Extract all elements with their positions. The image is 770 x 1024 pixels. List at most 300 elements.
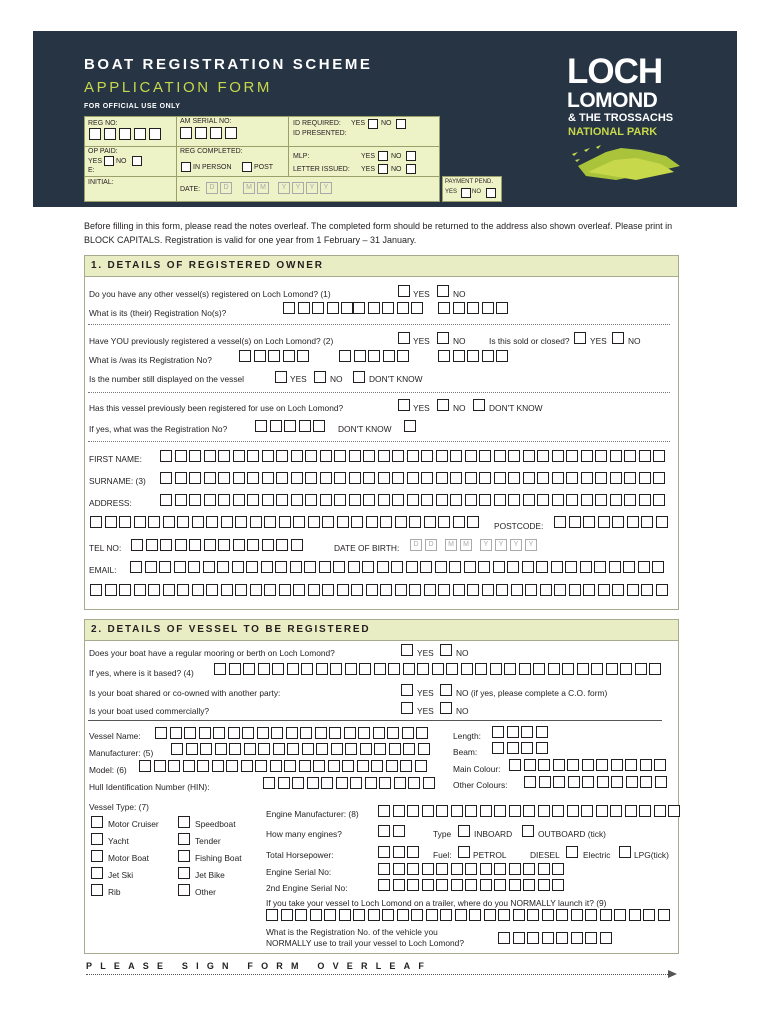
postcode-char-box[interactable] (554, 516, 566, 528)
mooring-where-char-box[interactable] (301, 663, 313, 675)
postcode-char-box[interactable] (612, 516, 624, 528)
engine-manufacturer-char-box[interactable] (596, 805, 608, 817)
first-name-char-box[interactable] (233, 450, 245, 462)
manufacturer-char-box[interactable] (418, 743, 430, 755)
address-char-box[interactable] (320, 494, 332, 506)
tel-char-box[interactable] (218, 539, 230, 551)
reg-no-char-box[interactable] (453, 302, 465, 314)
trailer-reg-char-box[interactable] (513, 932, 525, 944)
petrol-checkbox[interactable] (458, 846, 470, 858)
address-char-box[interactable] (366, 516, 378, 528)
surname-char-box[interactable] (595, 472, 607, 484)
email-char-box[interactable] (221, 584, 233, 596)
first-name-char-box[interactable] (465, 450, 477, 462)
email-char-box[interactable] (261, 561, 273, 573)
email-char-box[interactable] (130, 561, 142, 573)
other-colours-char-box[interactable] (597, 776, 609, 788)
address-char-box[interactable] (177, 516, 189, 528)
mooring-where-char-box[interactable] (432, 663, 444, 675)
address-char-box[interactable] (523, 494, 535, 506)
reg-no-char-box[interactable] (134, 128, 146, 140)
surname-char-box[interactable] (610, 472, 622, 484)
launch-site-char-box[interactable] (614, 909, 626, 921)
q3-no-checkbox[interactable] (437, 399, 449, 411)
first-name-char-box[interactable] (508, 450, 520, 462)
first-name-char-box[interactable] (349, 450, 361, 462)
engine-manufacturer-char-box[interactable] (407, 805, 419, 817)
manufacturer-char-box[interactable] (389, 743, 401, 755)
hin-char-box[interactable] (379, 777, 391, 789)
shared-no-checkbox[interactable] (440, 684, 452, 696)
address-char-box[interactable] (424, 516, 436, 528)
engine-serial-char-box[interactable] (538, 863, 550, 875)
horsepower-char-box[interactable] (407, 846, 419, 858)
vessel-name-char-box[interactable] (329, 727, 341, 739)
engine-serial-char-box[interactable] (378, 863, 390, 875)
vessel-type-checkbox[interactable] (178, 816, 190, 828)
address-char-box[interactable] (479, 494, 491, 506)
hin-char-box[interactable] (394, 777, 406, 789)
first-name-char-box[interactable] (204, 450, 216, 462)
mooring-where-char-box[interactable] (374, 663, 386, 675)
model-char-box[interactable] (328, 760, 340, 772)
engine-manufacturer-char-box[interactable] (378, 805, 390, 817)
other-colours-char-box[interactable] (582, 776, 594, 788)
mooring-where-char-box[interactable] (287, 663, 299, 675)
address-char-box[interactable] (407, 494, 419, 506)
trailer-reg-char-box[interactable] (542, 932, 554, 944)
first-name-char-box[interactable] (479, 450, 491, 462)
vessel-type-checkbox[interactable] (178, 884, 190, 896)
email-char-box[interactable] (464, 561, 476, 573)
email-char-box[interactable] (496, 584, 508, 596)
email-char-box[interactable] (449, 561, 461, 573)
email-char-box[interactable] (569, 584, 581, 596)
engine-serial2-char-box[interactable] (407, 879, 419, 891)
tel-char-box[interactable] (131, 539, 143, 551)
prev-reg-no-char-box[interactable] (268, 350, 280, 362)
reg-no-char-box[interactable] (119, 128, 131, 140)
vessel-name-char-box[interactable] (228, 727, 240, 739)
main-colour-char-box[interactable] (553, 759, 565, 771)
model-char-box[interactable] (241, 760, 253, 772)
email-char-box[interactable] (540, 584, 552, 596)
email-char-box[interactable] (580, 561, 592, 573)
date-part-box[interactable]: Y (278, 182, 290, 194)
mooring-where-char-box[interactable] (345, 663, 357, 675)
first-name-char-box[interactable] (276, 450, 288, 462)
engine-serial2-char-box[interactable] (393, 879, 405, 891)
first-name-char-box[interactable] (160, 450, 172, 462)
address-char-box[interactable] (305, 494, 317, 506)
first-name-char-box[interactable] (291, 450, 303, 462)
surname-char-box[interactable] (349, 472, 361, 484)
postcode-char-box[interactable] (627, 516, 639, 528)
model-char-box[interactable] (168, 760, 180, 772)
email-char-box[interactable] (279, 584, 291, 596)
address-char-box[interactable] (189, 494, 201, 506)
address-char-box[interactable] (610, 494, 622, 506)
email-char-box[interactable] (551, 561, 563, 573)
engine-manufacturer-char-box[interactable] (538, 805, 550, 817)
tel-char-box[interactable] (189, 539, 201, 551)
address-char-box[interactable] (337, 516, 349, 528)
mooring-yes-checkbox[interactable] (401, 644, 413, 656)
engine-manufacturer-char-box[interactable] (436, 805, 448, 817)
manufacturer-char-box[interactable] (316, 743, 328, 755)
engine-serial2-char-box[interactable] (378, 879, 390, 891)
first-name-char-box[interactable] (537, 450, 549, 462)
postcode-char-box[interactable] (583, 516, 595, 528)
launch-site-char-box[interactable] (542, 909, 554, 921)
email-char-box[interactable] (380, 584, 392, 596)
email-char-box[interactable] (319, 561, 331, 573)
reg-no-char-box[interactable] (341, 302, 353, 314)
other-vessels-yes-checkbox[interactable] (398, 285, 410, 297)
q3-dk-checkbox-2[interactable] (404, 420, 416, 432)
reg-no-char-box[interactable] (312, 302, 324, 314)
address-char-box[interactable] (351, 516, 363, 528)
mooring-where-char-box[interactable] (417, 663, 429, 675)
surname-char-box[interactable] (160, 472, 172, 484)
surname-char-box[interactable] (392, 472, 404, 484)
reg-no-char-box[interactable] (397, 302, 409, 314)
address-char-box[interactable] (363, 494, 375, 506)
trailer-reg-char-box[interactable] (556, 932, 568, 944)
q3-reg-no-char-box[interactable] (255, 420, 267, 432)
mooring-where-char-box[interactable] (214, 663, 226, 675)
horsepower-char-box[interactable] (393, 846, 405, 858)
email-char-box[interactable] (507, 561, 519, 573)
email-char-box[interactable] (627, 584, 639, 596)
model-char-box[interactable] (386, 760, 398, 772)
mooring-where-char-box[interactable] (475, 663, 487, 675)
prev-reg-no-char-box[interactable] (482, 350, 494, 362)
address-char-box[interactable] (552, 494, 564, 506)
email-char-box[interactable] (148, 584, 160, 596)
reg-no-char-box[interactable] (482, 302, 494, 314)
dob-part-box[interactable]: M (445, 539, 457, 551)
prev-reg-no-char-box[interactable] (254, 350, 266, 362)
address-char-box[interactable] (653, 494, 665, 506)
mooring-where-char-box[interactable] (330, 663, 342, 675)
email-char-box[interactable] (275, 561, 287, 573)
mooring-where-char-box[interactable] (562, 663, 574, 675)
inboard-checkbox[interactable] (458, 825, 470, 837)
address-char-box[interactable] (148, 516, 160, 528)
address-char-box[interactable] (160, 494, 172, 506)
first-name-char-box[interactable] (262, 450, 274, 462)
engine-serial2-char-box[interactable] (436, 879, 448, 891)
first-name-char-box[interactable] (610, 450, 622, 462)
address-char-box[interactable] (293, 516, 305, 528)
manufacturer-char-box[interactable] (374, 743, 386, 755)
email-char-box[interactable] (333, 561, 345, 573)
launch-site-char-box[interactable] (498, 909, 510, 921)
address-char-box[interactable] (537, 494, 549, 506)
other-colours-char-box[interactable] (539, 776, 551, 788)
hin-char-box[interactable] (292, 777, 304, 789)
mooring-where-char-box[interactable] (577, 663, 589, 675)
dob-part-box[interactable]: Y (495, 539, 507, 551)
other-colours-char-box[interactable] (640, 776, 652, 788)
model-char-box[interactable] (154, 760, 166, 772)
id-no-checkbox[interactable] (396, 119, 406, 129)
mooring-where-char-box[interactable] (591, 663, 603, 675)
vessel-name-char-box[interactable] (373, 727, 385, 739)
model-char-box[interactable] (299, 760, 311, 772)
vessel-name-char-box[interactable] (416, 727, 428, 739)
launch-site-char-box[interactable] (266, 909, 278, 921)
engine-manufacturer-char-box[interactable] (509, 805, 521, 817)
first-name-char-box[interactable] (624, 450, 636, 462)
vessel-name-char-box[interactable] (358, 727, 370, 739)
prev-reg-no-char-box[interactable] (438, 350, 450, 362)
first-name-char-box[interactable] (421, 450, 433, 462)
dob-part-box[interactable]: Y (480, 539, 492, 551)
prev-reg-no-char-box[interactable] (354, 350, 366, 362)
vessel-name-char-box[interactable] (242, 727, 254, 739)
email-char-box[interactable] (362, 561, 374, 573)
vessel-name-char-box[interactable] (170, 727, 182, 739)
diesel-checkbox[interactable] (566, 846, 578, 858)
address-char-box[interactable] (378, 494, 390, 506)
hin-char-box[interactable] (365, 777, 377, 789)
model-char-box[interactable] (226, 760, 238, 772)
beam-char-box[interactable] (507, 742, 519, 754)
launch-site-char-box[interactable] (600, 909, 612, 921)
address-char-box[interactable] (233, 494, 245, 506)
mlp-no-checkbox[interactable] (406, 151, 416, 161)
address-char-box[interactable] (163, 516, 175, 528)
dob-part-box[interactable]: M (460, 539, 472, 551)
vessel-name-char-box[interactable] (344, 727, 356, 739)
engine-manufacturer-char-box[interactable] (668, 805, 680, 817)
launch-site-char-box[interactable] (397, 909, 409, 921)
surname-char-box[interactable] (175, 472, 187, 484)
hin-char-box[interactable] (263, 777, 275, 789)
length-char-box[interactable] (492, 726, 504, 738)
address-char-box[interactable] (436, 494, 448, 506)
email-char-box[interactable] (351, 584, 363, 596)
post-checkbox[interactable] (242, 162, 252, 172)
trailer-reg-char-box[interactable] (585, 932, 597, 944)
mooring-where-char-box[interactable] (258, 663, 270, 675)
tel-char-box[interactable] (160, 539, 172, 551)
op-yes-checkbox[interactable] (104, 156, 114, 166)
model-char-box[interactable] (255, 760, 267, 772)
vessel-name-char-box[interactable] (402, 727, 414, 739)
email-char-box[interactable] (435, 561, 447, 573)
surname-char-box[interactable] (494, 472, 506, 484)
hin-char-box[interactable] (408, 777, 420, 789)
launch-site-char-box[interactable] (382, 909, 394, 921)
reg-no-char-box[interactable] (89, 128, 101, 140)
surname-char-box[interactable] (552, 472, 564, 484)
first-name-char-box[interactable] (407, 450, 419, 462)
first-name-char-box[interactable] (189, 450, 201, 462)
launch-site-char-box[interactable] (658, 909, 670, 921)
first-name-char-box[interactable] (494, 450, 506, 462)
prev-reg-no-char-box[interactable] (467, 350, 479, 362)
main-colour-char-box[interactable] (582, 759, 594, 771)
email-char-box[interactable] (134, 584, 146, 596)
lpg-checkbox[interactable] (619, 846, 631, 858)
engine-manufacturer-char-box[interactable] (393, 805, 405, 817)
address-char-box[interactable] (221, 516, 233, 528)
manufacturer-char-box[interactable] (171, 743, 183, 755)
email-char-box[interactable] (188, 561, 200, 573)
beam-char-box[interactable] (536, 742, 548, 754)
main-colour-char-box[interactable] (509, 759, 521, 771)
mooring-where-char-box[interactable] (649, 663, 661, 675)
email-char-box[interactable] (246, 561, 258, 573)
launch-site-char-box[interactable] (440, 909, 452, 921)
launch-site-char-box[interactable] (484, 909, 496, 921)
commercial-yes-checkbox[interactable] (401, 702, 413, 714)
shared-yes-checkbox[interactable] (401, 684, 413, 696)
reg-no-char-box[interactable] (327, 302, 339, 314)
launch-site-char-box[interactable] (411, 909, 423, 921)
mooring-where-char-box[interactable] (446, 663, 458, 675)
manufacturer-char-box[interactable] (258, 743, 270, 755)
email-char-box[interactable] (322, 584, 334, 596)
address-char-box[interactable] (465, 494, 477, 506)
engine-serial2-char-box[interactable] (480, 879, 492, 891)
address-char-box[interactable] (392, 494, 404, 506)
address-char-box[interactable] (247, 494, 259, 506)
vessel-name-char-box[interactable] (286, 727, 298, 739)
email-char-box[interactable] (290, 561, 302, 573)
surname-char-box[interactable] (566, 472, 578, 484)
prev-reg-no-char-box[interactable] (283, 350, 295, 362)
surname-char-box[interactable] (537, 472, 549, 484)
mooring-where-char-box[interactable] (490, 663, 502, 675)
launch-site-char-box[interactable] (585, 909, 597, 921)
date-part-box[interactable]: M (257, 182, 269, 194)
prev-reg-no-char-box[interactable] (339, 350, 351, 362)
surname-char-box[interactable] (262, 472, 274, 484)
vessel-type-checkbox[interactable] (91, 816, 103, 828)
trailer-reg-char-box[interactable] (498, 932, 510, 944)
outboard-checkbox[interactable] (522, 825, 534, 837)
address-char-box[interactable] (262, 494, 274, 506)
address-char-box[interactable] (467, 516, 479, 528)
displayed-yes-checkbox[interactable] (275, 371, 287, 383)
email-char-box[interactable] (536, 561, 548, 573)
surname-char-box[interactable] (421, 472, 433, 484)
email-char-box[interactable] (493, 561, 505, 573)
length-char-box[interactable] (521, 726, 533, 738)
surname-char-box[interactable] (247, 472, 259, 484)
tel-char-box[interactable] (146, 539, 158, 551)
address-char-box[interactable] (409, 516, 421, 528)
displayed-no-checkbox[interactable] (314, 371, 326, 383)
email-char-box[interactable] (598, 584, 610, 596)
engine-manufacturer-char-box[interactable] (422, 805, 434, 817)
first-name-char-box[interactable] (378, 450, 390, 462)
first-name-char-box[interactable] (305, 450, 317, 462)
mooring-where-char-box[interactable] (461, 663, 473, 675)
hin-char-box[interactable] (336, 777, 348, 789)
email-char-box[interactable] (163, 584, 175, 596)
main-colour-char-box[interactable] (596, 759, 608, 771)
am-serial-char-box[interactable] (225, 127, 237, 139)
mooring-where-char-box[interactable] (359, 663, 371, 675)
vessel-name-char-box[interactable] (387, 727, 399, 739)
payment-no-checkbox[interactable] (486, 188, 496, 198)
model-char-box[interactable] (197, 760, 209, 772)
address-char-box[interactable] (279, 516, 291, 528)
address-char-box[interactable] (119, 516, 131, 528)
launch-site-char-box[interactable] (513, 909, 525, 921)
model-char-box[interactable] (371, 760, 383, 772)
email-char-box[interactable] (192, 584, 204, 596)
launch-site-char-box[interactable] (426, 909, 438, 921)
prev-reg-no-char-box[interactable] (368, 350, 380, 362)
model-char-box[interactable] (270, 760, 282, 772)
date-part-box[interactable]: D (220, 182, 232, 194)
mooring-where-char-box[interactable] (504, 663, 516, 675)
postcode-char-box[interactable] (656, 516, 668, 528)
email-char-box[interactable] (366, 584, 378, 596)
email-char-box[interactable] (420, 561, 432, 573)
manufacturer-char-box[interactable] (302, 743, 314, 755)
hin-char-box[interactable] (423, 777, 435, 789)
email-char-box[interactable] (145, 561, 157, 573)
reg-no-char-box[interactable] (298, 302, 310, 314)
other-colours-char-box[interactable] (626, 776, 638, 788)
vessel-name-char-box[interactable] (300, 727, 312, 739)
model-char-box[interactable] (415, 760, 427, 772)
sold-no-checkbox[interactable] (612, 332, 624, 344)
engine-manufacturer-char-box[interactable] (552, 805, 564, 817)
date-part-box[interactable]: D (206, 182, 218, 194)
first-name-char-box[interactable] (218, 450, 230, 462)
q3-dk-checkbox[interactable] (473, 399, 485, 411)
main-colour-char-box[interactable] (567, 759, 579, 771)
engine-manufacturer-char-box[interactable] (451, 805, 463, 817)
date-part-box[interactable]: Y (306, 182, 318, 194)
email-char-box[interactable] (203, 561, 215, 573)
email-char-box[interactable] (235, 584, 247, 596)
surname-char-box[interactable] (291, 472, 303, 484)
engine-serial2-char-box[interactable] (451, 879, 463, 891)
address-char-box[interactable] (334, 494, 346, 506)
email-char-box[interactable] (348, 561, 360, 573)
email-char-box[interactable] (377, 561, 389, 573)
email-char-box[interactable] (522, 561, 534, 573)
hin-char-box[interactable] (350, 777, 362, 789)
email-char-box[interactable] (424, 584, 436, 596)
letter-no-checkbox[interactable] (406, 164, 416, 174)
surname-char-box[interactable] (334, 472, 346, 484)
surname-char-box[interactable] (233, 472, 245, 484)
engine-serial2-char-box[interactable] (538, 879, 550, 891)
first-name-char-box[interactable] (639, 450, 651, 462)
email-char-box[interactable] (554, 584, 566, 596)
email-char-box[interactable] (304, 561, 316, 573)
reg-no-char-box[interactable] (382, 302, 394, 314)
tel-char-box[interactable] (276, 539, 288, 551)
engine-serial-char-box[interactable] (407, 863, 419, 875)
address-char-box[interactable] (250, 516, 262, 528)
vessel-type-checkbox[interactable] (91, 833, 103, 845)
engine-manufacturer-char-box[interactable] (465, 805, 477, 817)
address-char-box[interactable] (595, 494, 607, 506)
engine-serial-char-box[interactable] (393, 863, 405, 875)
email-char-box[interactable] (638, 561, 650, 573)
